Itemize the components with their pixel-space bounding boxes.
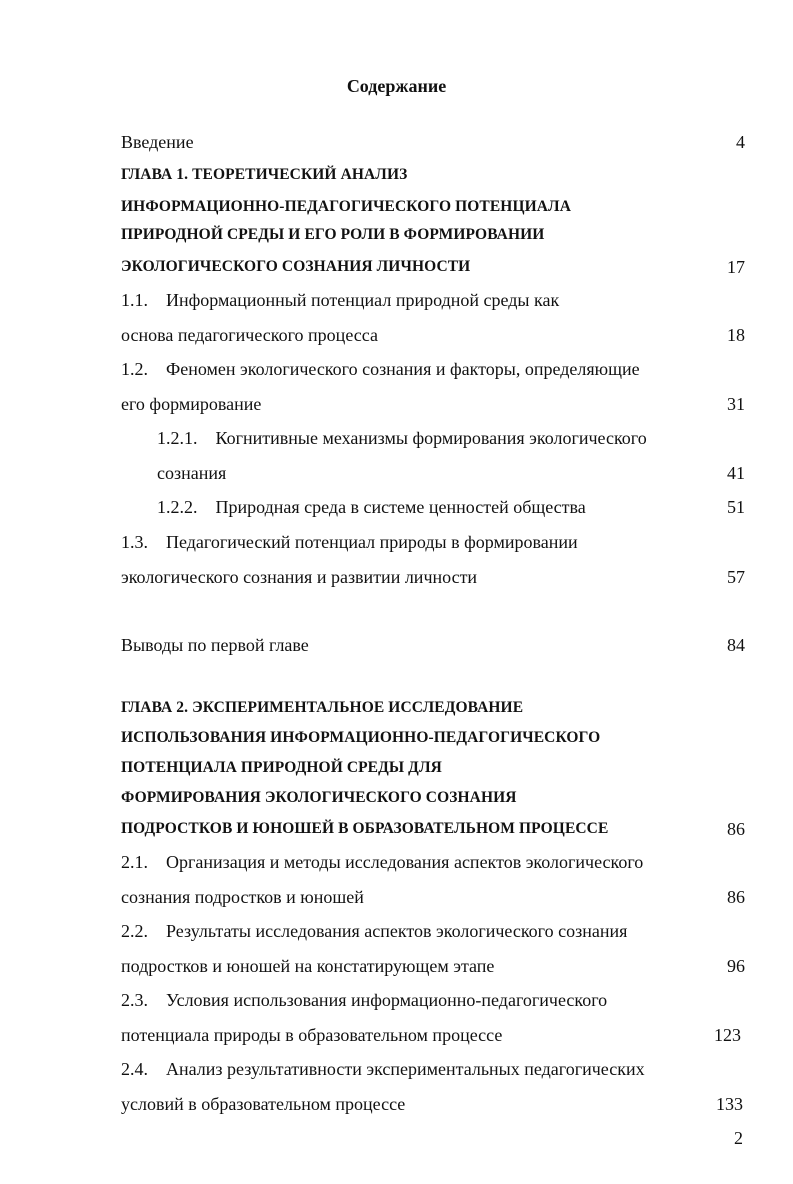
toc-entry-2-1-line1 [121, 851, 643, 873]
toc-entry-1-2-page: 31 [727, 394, 745, 414]
toc-entry-2-2-line2: подростков и юношей на констатирующем этапе [121, 956, 495, 976]
page-title: Содержание [346, 76, 447, 96]
toc-entry-2-4-number: 2.4. [121, 1059, 148, 1079]
chapter1-page: 17 [727, 257, 745, 277]
toc-entry-1-2-1-text: Когнитивные механизмы формирования экологического [215, 428, 647, 448]
toc-entry-2-4-text: Анализ результативности экспериментальных педагогических [166, 1059, 645, 1079]
toc-entry-1-2-2-page: 51 [727, 497, 745, 517]
toc-entry-1-2-text: Феномен экологического сознания и факторы, определяющие [166, 359, 640, 379]
toc-entry-1-1-number: 1.1. [121, 290, 148, 310]
toc-entry-1-3-line2: экологического сознания и развитии личности [121, 567, 478, 587]
chapter1-title-line2: ИНФОРМАЦИОННО-ПЕДАГОГИЧЕСКОГО ПОТЕНЦИАЛА [121, 198, 571, 215]
toc-entry-2-2-line1 [121, 920, 627, 942]
chapter1-title-line4: ЭКОЛОГИЧЕСКОГО СОЗНАНИЯ ЛИЧНОСТИ [121, 258, 471, 275]
toc-entry-2-2-page: 96 [727, 956, 745, 976]
toc-entry-1-2-2-number: 1.2.2. [157, 497, 198, 517]
toc-entry-1-2-line2: его формирование [121, 394, 262, 414]
toc-entry-2-3-page: 123 [714, 1025, 741, 1045]
toc-entry-1-2-1-line1 [157, 427, 647, 449]
toc-entry-1-2-number: 1.2. [121, 359, 148, 379]
toc-entry-2-1-line2: сознания подростков и юношей [121, 887, 364, 907]
toc-entry-2-1-number: 2.1. [121, 852, 148, 872]
toc-entry-2-1-page: 86 [727, 887, 745, 907]
toc-entry-2-2-number: 2.2. [121, 921, 148, 941]
toc-entry-2-3-line2: потенциала природы в образовательном процессе [121, 1025, 503, 1045]
chapter1-title-line3: ПРИРОДНОЙ СРЕДЫ И ЕГО РОЛИ В ФОРМИРОВАНИИ [121, 226, 545, 243]
toc-entry-2-4-line2: условий в образовательном процессе [121, 1094, 406, 1114]
chapter2-page: 86 [727, 819, 745, 839]
toc-entry-2-3-text: Условия использования информационно-педагогического [166, 990, 608, 1010]
toc-conclusions-label: Выводы по первой главе [121, 635, 309, 655]
chapter2-title-line2: ИСПОЛЬЗОВАНИЯ ИНФОРМАЦИОННО-ПЕДАГОГИЧЕСКОГО [121, 729, 601, 746]
toc-intro-label: Введение [121, 132, 194, 152]
toc-entry-1-2-line1 [121, 358, 640, 380]
toc-entry-1-3-page: 57 [727, 567, 745, 587]
toc-entry-2-1-text: Организация и методы исследования аспектов экологического [166, 852, 644, 872]
chapter2-title-line1: ГЛАВА 2. ЭКСПЕРИМЕНТАЛЬНОЕ ИССЛЕДОВАНИЕ [121, 699, 524, 716]
toc-entry-1-2-2-line1 [157, 496, 586, 518]
toc-entry-2-3-number: 2.3. [121, 990, 148, 1010]
toc-entry-1-2-1-page: 41 [727, 463, 745, 483]
toc-entry-1-2-1-line2: сознания [157, 463, 227, 483]
page-number: 2 [734, 1128, 743, 1148]
toc-intro-page: 4 [736, 132, 745, 152]
toc-entry-1-1-page: 18 [727, 325, 745, 345]
toc-entry-1-1-line1 [121, 289, 559, 311]
toc-entry-1-3-line1 [121, 531, 578, 553]
toc-entry-1-2-1-number: 1.2.1. [157, 428, 198, 448]
chapter1-title-line1: ГЛАВА 1. ТЕОРЕТИЧЕСКИЙ АНАЛИЗ [121, 166, 408, 183]
chapter2-title-line5: ПОДРОСТКОВ И ЮНОШЕЙ В ОБРАЗОВАТЕЛЬНОМ ПРОЦЕССЕ [121, 820, 609, 837]
toc-conclusions-page: 84 [727, 635, 745, 655]
toc-entry-2-4-line1 [121, 1058, 645, 1080]
toc-entry-1-2-2-text: Природная среда в системе ценностей общества [215, 497, 586, 517]
toc-entry-2-3-line1 [121, 989, 607, 1011]
chapter2-title-line4: ФОРМИРОВАНИЯ ЭКОЛОГИЧЕСКОГО СОЗНАНИЯ [121, 789, 517, 806]
toc-entry-2-2-text: Результаты исследования аспектов экологического сознания [166, 921, 628, 941]
toc-entry-1-3-text: Педагогический потенциал природы в формировании [166, 532, 578, 552]
toc-entry-2-4-page: 133 [716, 1094, 743, 1114]
toc-entry-1-1-text: Информационный потенциал природной среды как [166, 290, 560, 310]
toc-entry-1-3-number: 1.3. [121, 532, 148, 552]
chapter2-title-line3: ПОТЕНЦИАЛА ПРИРОДНОЙ СРЕДЫ ДЛЯ [121, 759, 442, 776]
toc-entry-1-1-line2: основа педагогического процесса [121, 325, 378, 345]
